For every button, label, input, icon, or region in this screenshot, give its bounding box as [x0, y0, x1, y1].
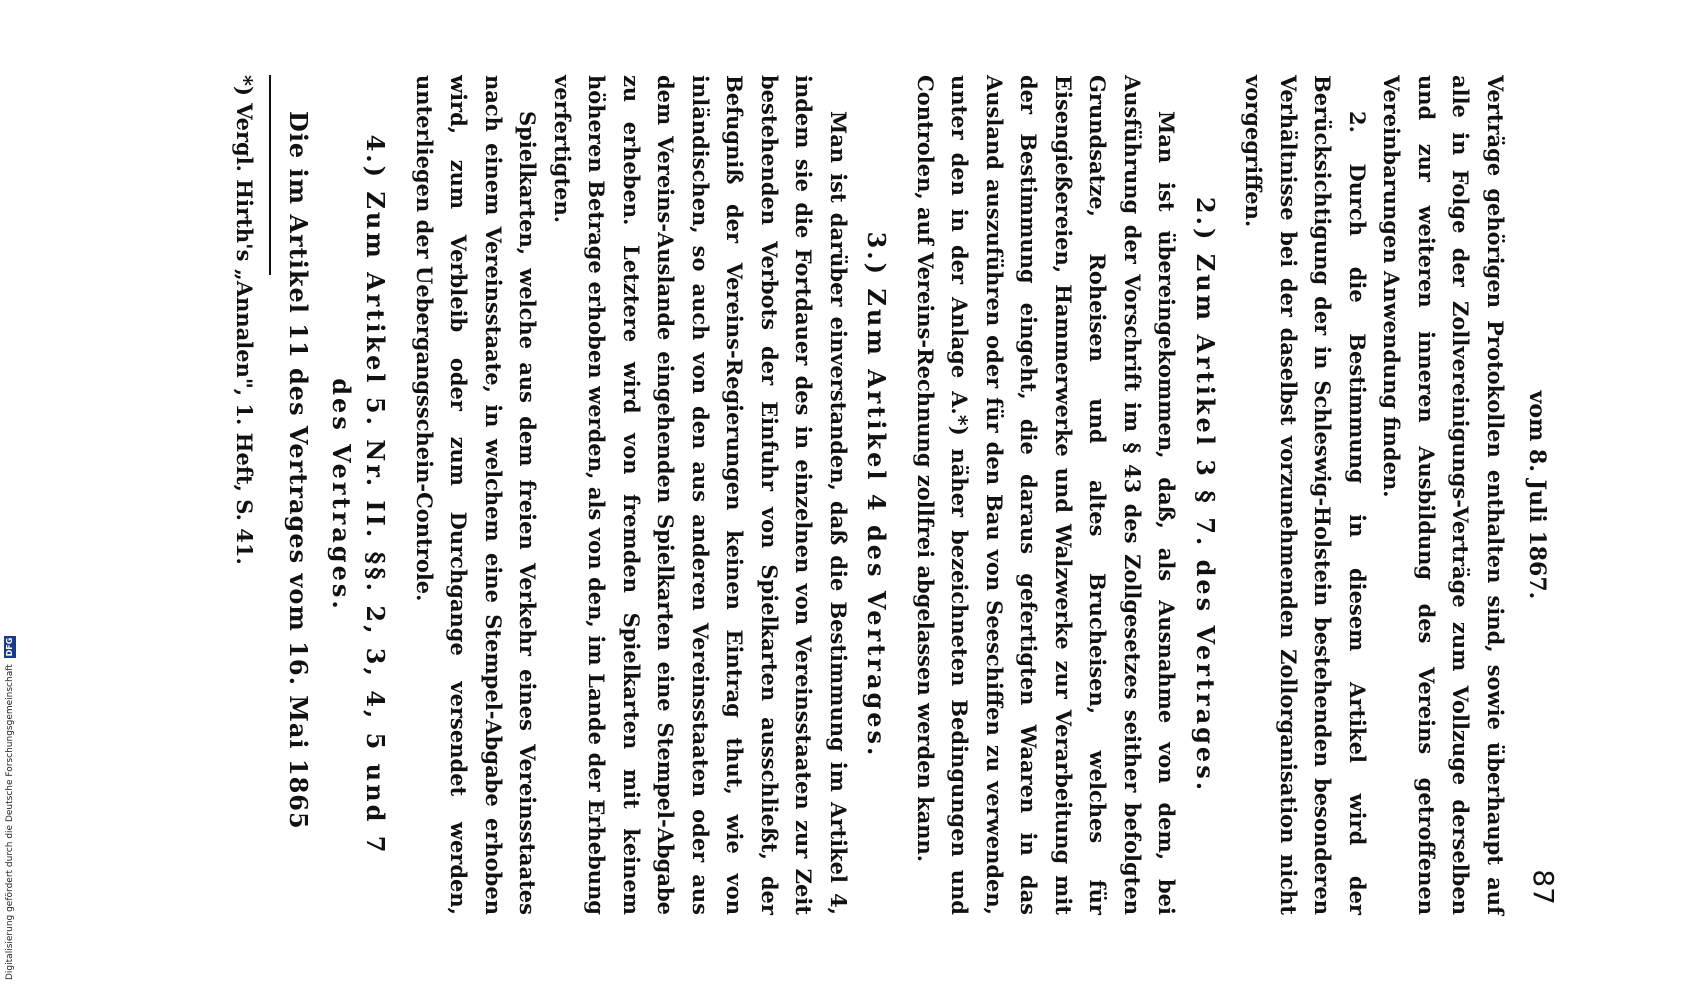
paragraph-item-2: 2. Durch die Bestimmung in diesem Artikel wird der Berücksichtigung der in Schleswig-Holstein bestehenden besonderen Verhältnisse bei der daselbst vorzunehmenden Zollorganisation nicht vorgegriffen.: [1241, 75, 1370, 915]
dfg-logo: DFG: [5, 637, 14, 657]
footnote: *) Vergl. Hirth's „Annalen", 1. Heft, S. 41.: [232, 75, 257, 565]
footnote-divider: [269, 75, 271, 275]
section-heading-article-5: [324, 75, 393, 915]
paragraph-continuation: Verträge gehörigen Protokollen enthalten sind, sowie überhaupt auf alle in Folge der Zollvereinigungs-Verträge zum Vollzuge derselben und zur weiteren inneren Ausbildung des Vereins getroffenen Vereinbarungen Anwendung finden.: [1379, 75, 1508, 915]
document-page: [160, 75, 1560, 915]
digitization-credit-text: Digitalisierung gefördert durch die Deutsche Forschungsgemeinschaft: [5, 664, 15, 980]
section-text-article-4-a: Man ist darüber einverstanden, daß die Bestimmung im Artikel 4, indem sie die Fortdauer des in einzelnen von Vereinsstaaten zur Zeit bestehenden Verbots der Einfuhr von Spielkarten ausschließt, der Befugniß der Vereins-Regierungen keinen Eintrag thut, wie von inländischen, so auch von den aus anderen Vereinsstaaten oder aus dem Vereins-Auslande eingehenden Spielkarten eine Stempel-Abgabe zu erheben. Letztere wird von fremden Spielkarten mit keinem höheren Betrage erhoben werden, als von den, im Lande der Erhebung verfertigten.: [550, 75, 851, 915]
section-heading-article-3: 2.) Zum Artikel 3 § 7. des Vertrages.: [1191, 196, 1220, 794]
section-heading-article-5-line-2: des Vertrages.: [327, 378, 356, 612]
running-head: vom 8. Juli 1867.: [1524, 390, 1550, 600]
section-text-article-3: Man ist übereingekommen, daß, als Ausnahme von dem, bei Ausführung der Vorschrift im § 43 des Zollgesetzes seither befolgten Grundsatze, Roheisen und altes Brucheisen, welches für Eisengießereien, Hammerwerke und Walzwerke zur Verarbeitung mit der Bestimmung eingeht, die daraus gefertigten Waaren in das Ausland auszuführen oder für den Bau von Seeschiffen zu verwenden, unter den in der Anlage A.*) näher bezeichneten Bedingungen und Controlen, auf Vereins-Rechnung zollfrei abgelassen werden kann.: [913, 75, 1180, 915]
section-text-article-4-b: Spielkarten, welche aus dem freien Verkehr eines Vereinsstaates nach einem Vereinsstaate, in welchem eine Stempel-Abgabe erhoben wird, zum Verbleib oder zum Durchgange versendet werden, unterliegen der Uebergangsschein-Controle.: [412, 75, 541, 915]
page-number: 87: [1527, 869, 1560, 905]
section-heading-article-4: 3.) Zum Artikel 4 des Vertrages.: [862, 231, 892, 759]
digitization-credit: [4, 560, 16, 980]
page-header: [1512, 75, 1560, 915]
section-heading-article-5-line-1: 4.) Zum Artikel 5. Nr. II. §§. 2, 3, 4, 5 und 7: [361, 134, 391, 856]
closing-line: Die im Artikel 11 des Vertrages vom 16. Mai 1865: [284, 111, 314, 830]
